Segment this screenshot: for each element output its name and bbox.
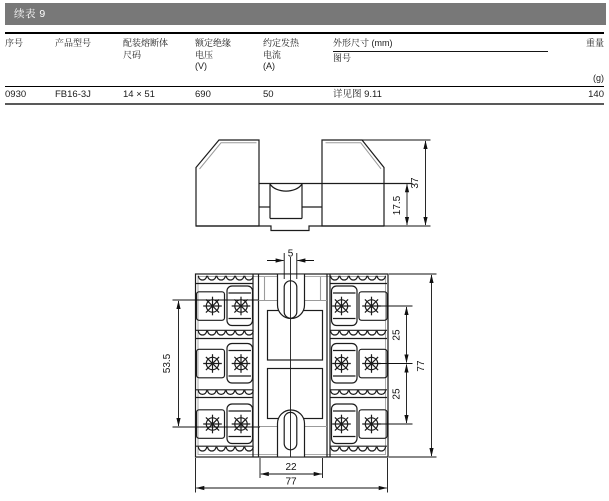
dim-plan-left-span: 53.5 xyxy=(162,353,173,374)
dim-plan-total-height: 77 xyxy=(416,360,427,372)
col-header-serial: 序号 xyxy=(5,38,24,48)
cell-current: 50 xyxy=(263,89,274,100)
col-header-dimensions: 外形尺寸 (mm) 图号 xyxy=(333,38,556,84)
dim-side-total-height: 37 xyxy=(410,177,421,189)
dim-plan-slot-width: 5 xyxy=(287,248,294,260)
cell-fuse-size: 14 × 51 xyxy=(123,89,155,100)
dim-plan-total-width: 77 xyxy=(285,476,297,488)
side-view xyxy=(196,140,413,231)
col-header-fuse-size: 配装熔断体 尺码 xyxy=(123,38,169,60)
banner-label: 续表 9 xyxy=(14,8,46,20)
dim-plan-pitch-upper: 25 xyxy=(391,329,403,341)
col-header-current: 约定发热 电流 (A) xyxy=(263,38,300,71)
cell-weight: 140 xyxy=(588,89,604,100)
dim-plan-pitch-lower: 25 xyxy=(391,388,403,400)
col-header-weight: 重量 (g) xyxy=(585,38,604,83)
cell-serial: 0930 xyxy=(5,89,27,100)
cell-voltage: 690 xyxy=(195,89,211,100)
dim-plan-inner-width: 22 xyxy=(285,462,297,473)
col-header-voltage: 额定绝缘 电压 (V) xyxy=(195,38,232,71)
dim-side-base-height: 17.5 xyxy=(392,195,403,216)
cell-dimensions: 详见图 9.11 xyxy=(333,89,382,100)
col-header-model: 产品型号 xyxy=(55,38,92,48)
cell-model: FB16-3J xyxy=(55,89,91,100)
